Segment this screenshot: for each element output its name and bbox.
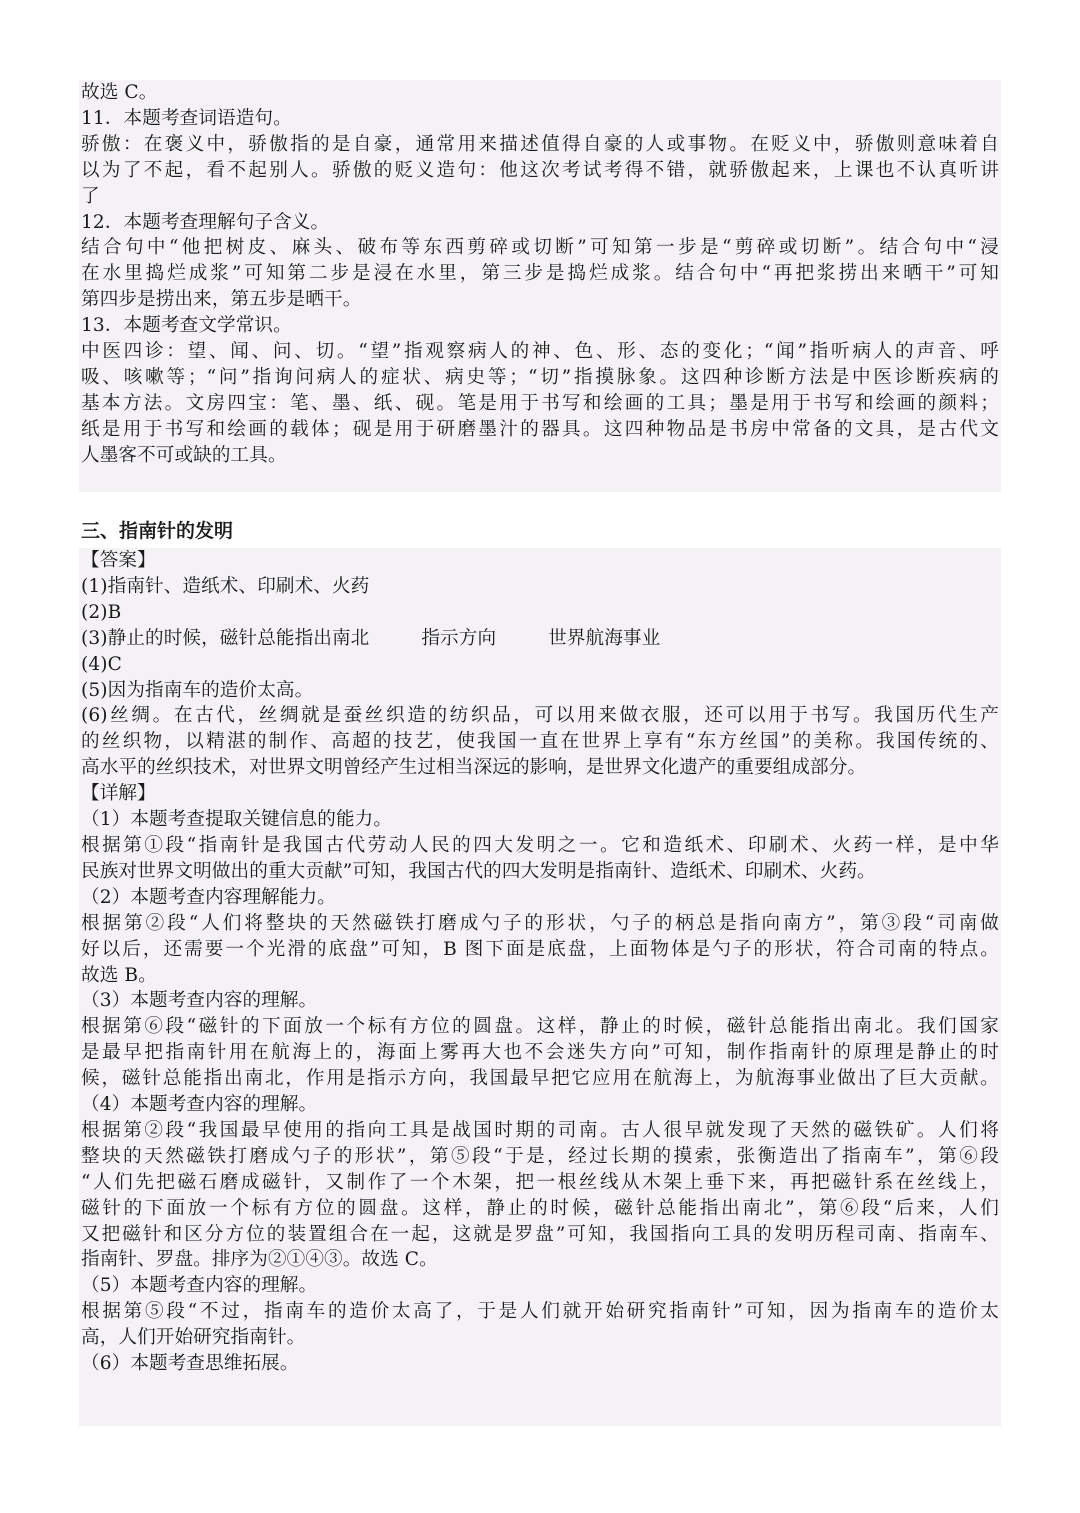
answer-heading: 【答案】 xyxy=(81,550,156,571)
detail-line: （6）本题考查思维拓展。 xyxy=(81,1353,299,1375)
text-line: 基本方法。文房四宝：笔、墨、纸、砚。笔是用于书写和绘画的工具；墨是用于书写和绘画的颜料； xyxy=(81,392,999,414)
answer-6-line: 高水平的丝织技术，对世界文明曾经产生过相当深远的影响，是世界文化遗产的重要组成部分。 xyxy=(81,757,867,779)
detail-line: 整块的天然磁铁打磨成勺子的形状”，第⑤段“于是，经过长期的摸索，张衡造出了指南车”，第⑥段 xyxy=(81,1145,999,1167)
text-line: 人墨客不可或缺的工具。 xyxy=(81,444,287,466)
section-title: 三、指南针的发明 xyxy=(81,520,234,542)
detail-line: 根据第⑥段“磁针的下面放一个标有方位的圆盘。这样，静止的时候，磁针总能指出南北。我们国家 xyxy=(81,1016,999,1038)
text-line: 纸是用于书写和绘画的载体；砚是用于研磨墨汁的器具。这四种物品是书房中常备的文具，是古代文 xyxy=(81,418,999,440)
detail-line: 候，磁针总能指出南北，作用是指示方向，我国最早把它应用在航海上，为航海事业做出了巨大贡献。 xyxy=(81,1068,999,1090)
text-line: 故选 C。 xyxy=(81,82,158,103)
answer-6-line: 的丝织物，以精湛的制作、高超的技艺，使我国一直在世界上享有“东方丝国”的美称。我国传统的、 xyxy=(81,731,999,753)
detail-line: 根据第②段“我国最早使用的指向工具是战国时期的司南。古人很早就发现了天然的磁铁矿。人们将 xyxy=(81,1119,999,1141)
compass-answers-block xyxy=(79,548,1001,1426)
detail-line: 指南针、罗盘。排序为②①④③。故选 C。 xyxy=(81,1249,438,1271)
question-12-heading: 12．本题考查理解句子含义。 xyxy=(81,211,330,233)
detail-line: 磁针的下面放一个标有方位的圆盘。这样，静止的时候，磁针总能指出南北”，第⑥段“后来，人们 xyxy=(81,1197,999,1219)
detail-heading: 【详解】 xyxy=(81,783,156,805)
answer-3-part-3: 世界航海事业 xyxy=(548,627,661,649)
answer-3 xyxy=(81,626,999,652)
detail-line: （2）本题考查内容理解能力。 xyxy=(81,886,336,908)
text-line: 中医四诊：望、闻、问、切。“望”指观察病人的神、色、形、态的变化；“闻”指听病人的声音、呼 xyxy=(81,341,999,363)
answer-4: (4)C xyxy=(81,653,122,675)
detail-line: 好以后，还需要一个光滑的底盘”可知，B 图下面是底盘，上面物体是勺子的形状，符合司南的特点。 xyxy=(81,938,999,960)
text-line: 骄傲：在褒义中，骄傲指的是自豪，通常用来描述值得自豪的人或事物。在贬义中，骄傲则意味着自 xyxy=(81,133,999,155)
text-line: 以为了不起，看不起别人。骄傲的贬义造句：他这次考试考得不错，就骄傲起来，上课也不认真听讲 xyxy=(81,159,999,181)
detail-line: （3）本题考查内容的理解。 xyxy=(81,990,318,1012)
text-line: 了 xyxy=(81,185,100,207)
answer-3-part-1: (3)静止的时候，磁针总能指出南北 xyxy=(81,627,370,649)
text-line: 吸、咳嗽等；“问”指询问病人的症状、病史等；“切”指摸脉象。这四种诊断方法是中医诊断疾病的 xyxy=(81,366,999,388)
detail-line: 是最早把指南针用在航海上的，海面上雾再大也不会迷失方向”可知，制作指南针的原理是静止的时 xyxy=(81,1042,999,1064)
detail-line: 又把磁针和区分方位的装置组合在一起，这就是罗盘”可知，我国指向工具的发明历程司南、指南车、 xyxy=(81,1223,999,1245)
detail-line: （5）本题考查内容的理解。 xyxy=(81,1275,318,1297)
text-line: 第四步是捞出来，第五步是晒干。 xyxy=(81,289,362,311)
answer-1: (1)指南针、造纸术、印刷术、火药 xyxy=(81,575,370,597)
text-line: 结合句中“他把树皮、麻头、破布等东西剪碎或切断”可知第一步是“剪碎或切断”。结合句中“浸 xyxy=(81,237,999,259)
answer-6-line: (6)丝绸。在古代，丝绸就是蚕丝织造的纺织品，可以用来做衣服，还可以用于书写。我国历代生产 xyxy=(81,705,999,727)
detail-line: （4）本题考查内容的理解。 xyxy=(81,1094,318,1116)
detail-line: 根据第②段“人们将整块的天然磁铁打磨成勺子的形状，勺子的柄总是指向南方”，第③段“司南做 xyxy=(81,912,999,934)
detail-line: 根据第①段“指南针是我国古代劳动人民的四大发明之一。它和造纸术、印刷术、火药一样，是中华 xyxy=(81,834,999,856)
detail-line: 根据第⑤段“不过，指南车的造价太高了，于是人们就开始研究指南针”可知，因为指南车的造价太 xyxy=(81,1301,999,1323)
answer-3-part-2: 指示方向 xyxy=(421,627,497,649)
question-11-heading: 11．本题考查词语造句。 xyxy=(81,107,292,129)
detail-line: “人们先把磁石磨成磁针，又制作了一个木架，把一根丝线从木架上垂下来，再把磁针系在丝线上， xyxy=(81,1171,999,1193)
answer-5: (5)因为指南车的造价太高。 xyxy=(81,679,314,701)
detail-line: （1）本题考查提取关键信息的能力。 xyxy=(81,809,393,831)
detail-line: 民族对世界文明做出的重大贡献”可知，我国古代的四大发明是指南针、造纸术、印刷术、火药。 xyxy=(81,860,876,882)
answer-explanations-block xyxy=(79,80,1001,492)
question-13-heading: 13．本题考查文学常识。 xyxy=(81,315,292,337)
answer-2: (2)B xyxy=(81,601,122,623)
detail-line: 高，人们开始研究指南针。 xyxy=(81,1327,306,1349)
detail-line: 故选 B。 xyxy=(81,964,157,986)
text-line: 在水里捣烂成浆”可知第二步是浸在水里，第三步是捣烂成浆。结合句中“再把浆捞出来晒干”可知 xyxy=(81,263,999,285)
